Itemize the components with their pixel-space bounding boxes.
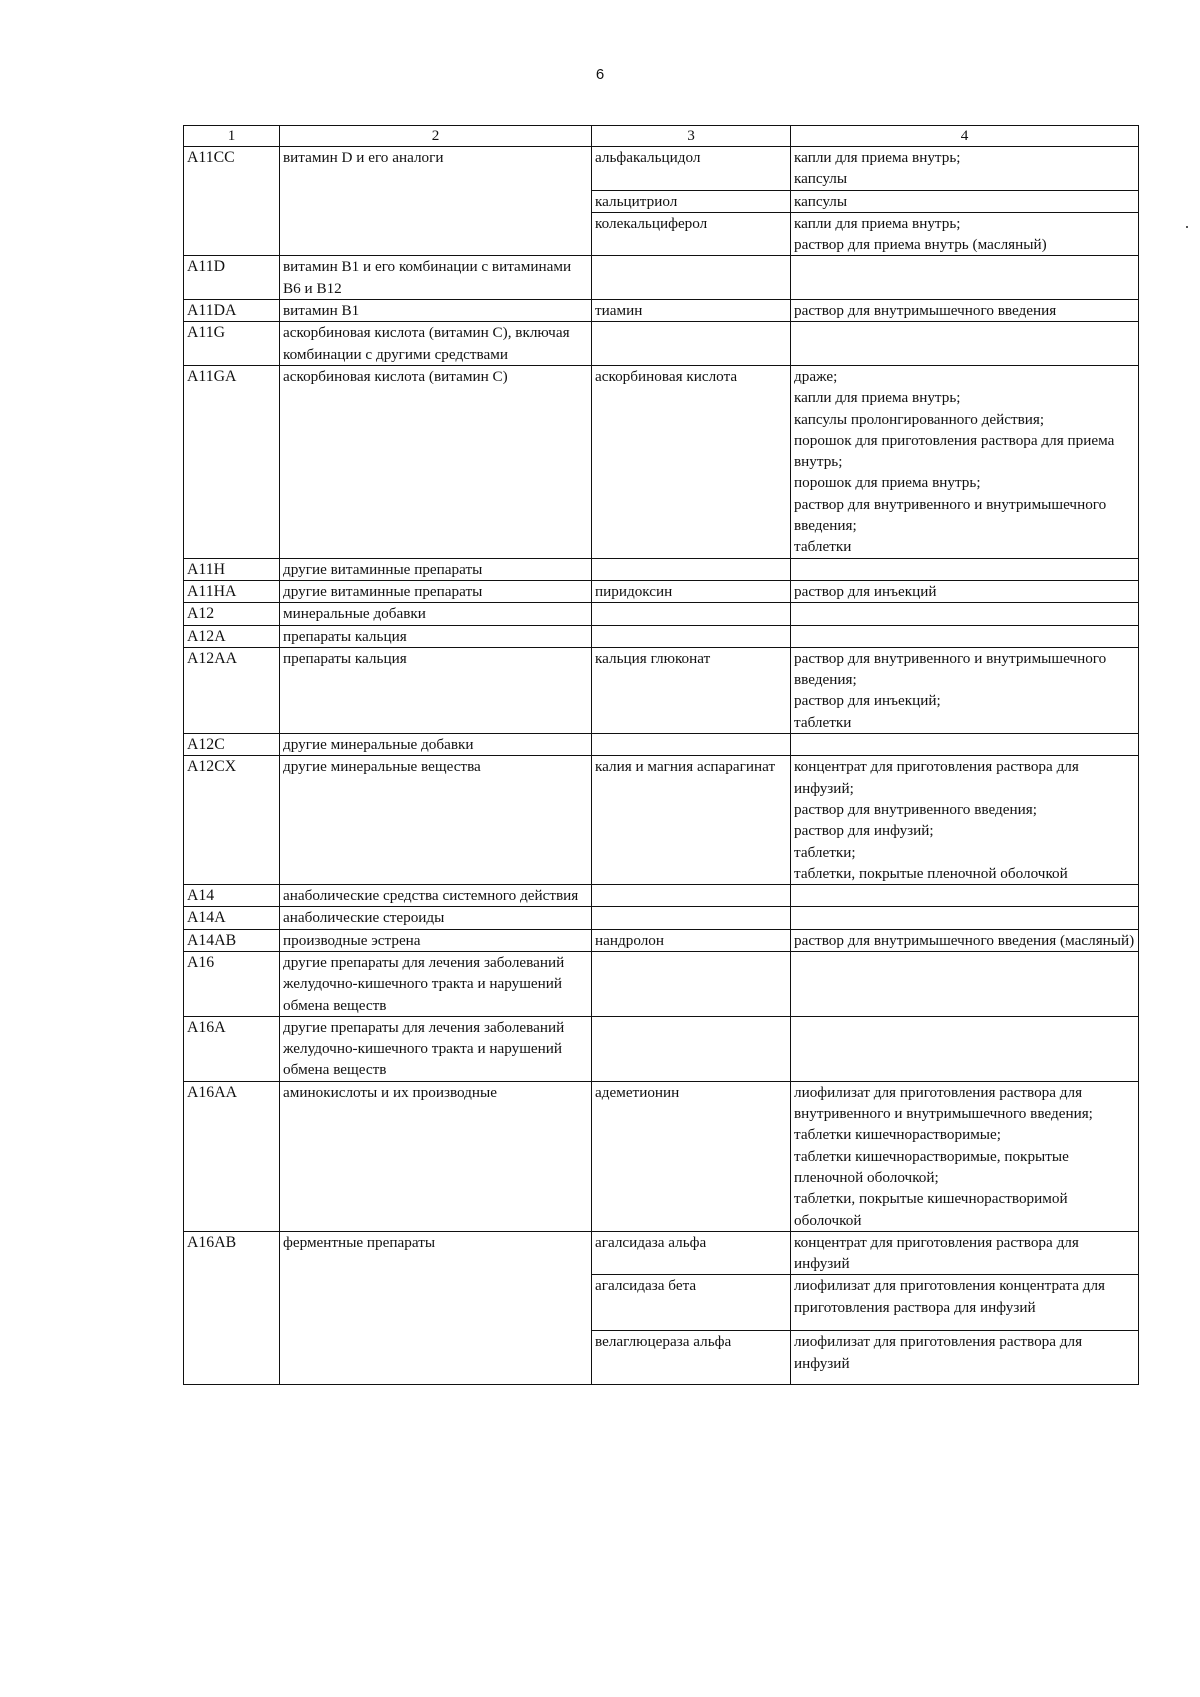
group-name-cell: другие минеральные вещества [280, 756, 592, 885]
table-row [184, 647, 1139, 733]
atc-code-cell: A12 [184, 603, 280, 625]
dosage-forms-cell [791, 1331, 1139, 1385]
group-name-cell: производные эстрена [280, 929, 592, 951]
dosage-forms-cell [791, 147, 1139, 191]
drug-name-cell: нандролон [592, 929, 791, 951]
drug-name-cell: агалсидаза альфа [592, 1231, 791, 1275]
dosage-forms-cell [791, 885, 1139, 907]
drug-name-cell: адеметионин [592, 1081, 791, 1231]
atc-code-cell: A12C [184, 734, 280, 756]
dosage-form-line: раствор для внутривенного и внутримышечного введения; [794, 649, 1107, 689]
group-name-cell: аскорбиновая кислота (витамин С) [280, 365, 592, 558]
drug-name-cell [592, 885, 791, 907]
dosage-forms-cell [791, 322, 1139, 366]
group-name-cell: препараты кальция [280, 625, 592, 647]
atc-code-cell: A16A [184, 1016, 280, 1081]
dosage-form-line: лиофилизат для приготовления раствора для инфузий [794, 1333, 1083, 1372]
drug-name-cell: калия и магния аспарагинат [592, 756, 791, 885]
drug-name-cell [592, 951, 791, 1016]
table-row [184, 256, 1139, 300]
drug-name-cell: тиамин [592, 300, 791, 322]
table-row [184, 885, 1139, 907]
dosage-form-line: раствор для инъекций; [794, 692, 941, 710]
table-row [184, 907, 1139, 929]
header-row [184, 126, 1139, 147]
column-header: 2 [280, 126, 592, 147]
table-row [184, 1231, 1139, 1275]
dosage-forms-cell [791, 300, 1139, 322]
table-row [184, 1081, 1139, 1231]
dosage-forms-cell [791, 1231, 1139, 1275]
group-name-cell: другие витаминные препараты [280, 558, 592, 580]
dosage-forms-cell [791, 929, 1139, 951]
dosage-form-line: концентрат для приготовления раствора для инфузий; [794, 758, 1079, 797]
dosage-form-line: раствор для приема внутрь (масляный) [794, 236, 1047, 254]
atc-code-cell: A14A [184, 907, 280, 929]
group-name-cell: витамин D и его аналоги [280, 147, 592, 256]
drug-name-cell: агалсидаза бета [592, 1275, 791, 1331]
dosage-form-line: раствор для внутримышечного введения [794, 302, 1057, 320]
dosage-forms-cell [791, 1016, 1139, 1081]
dosage-forms-cell [791, 647, 1139, 733]
atc-code-cell: A14 [184, 885, 280, 907]
dosage-form-line: таблетки кишечнорастворимые, покрытые пленочной оболочкой; [794, 1147, 1069, 1186]
dosage-form-line: капли для приема внутрь; [794, 214, 961, 232]
scan-speck [1186, 226, 1188, 228]
atc-code-cell: A12AA [184, 647, 280, 733]
dosage-form-line: порошок для приготовления раствора для приема внутрь; [794, 431, 1115, 471]
dosage-form-line: драже; [794, 367, 838, 385]
table-row [184, 734, 1139, 756]
group-name-cell: ферментные препараты [280, 1231, 592, 1385]
drug-name-cell: кальция глюконат [592, 647, 791, 733]
drug-name-cell: пиридоксин [592, 580, 791, 602]
atc-code-cell: A12CX [184, 756, 280, 885]
dosage-form-line: раствор для инфузий; [794, 822, 934, 840]
group-name-cell: витамин B1 [280, 300, 592, 322]
dosage-form-line: раствор для внутримышечного введения (масляный) [794, 931, 1135, 949]
group-name-cell: аминокислоты и их производные [280, 1081, 592, 1231]
drug-name-cell [592, 322, 791, 366]
dosage-forms-cell [791, 951, 1139, 1016]
group-name-cell: аскорбиновая кислота (витамин С), включая комбинации с другими средствами [280, 322, 592, 366]
drug-name-cell: кальцитриол [592, 190, 791, 212]
atc-code-cell: A12A [184, 625, 280, 647]
drug-name-cell: велаглюцераза альфа [592, 1331, 791, 1385]
drug-name-cell [592, 256, 791, 300]
dosage-forms-cell [791, 212, 1139, 256]
group-name-cell: анаболические стероиды [280, 907, 592, 929]
drug-name-cell: колекальциферол [592, 212, 791, 256]
dosage-form-line: таблетки [794, 713, 852, 731]
dosage-form-line: таблетки кишечнорастворимые; [794, 1126, 1001, 1144]
dosage-form-line: раствор для внутривенного и внутримышечного введения; [794, 495, 1107, 535]
atc-code-cell: A11GA [184, 365, 280, 558]
dosage-forms-cell [791, 256, 1139, 300]
dosage-form-line: раствор для внутривенного введения; [794, 800, 1037, 818]
atc-code-cell: A11D [184, 256, 280, 300]
table-row [184, 929, 1139, 951]
dosage-forms-cell [791, 1081, 1139, 1231]
dosage-forms-cell [791, 558, 1139, 580]
dosage-forms-cell [791, 365, 1139, 558]
dosage-form-line: капсулы пролонгированного действия; [794, 410, 1045, 428]
drug-name-cell [592, 603, 791, 625]
drug-name-cell [592, 625, 791, 647]
drug-name-cell [592, 558, 791, 580]
atc-code-cell: A14AB [184, 929, 280, 951]
table-row [184, 147, 1139, 191]
group-name-cell: другие витаминные препараты [280, 580, 592, 602]
dosage-form-line: концентрат для приготовления раствора для инфузий [794, 1233, 1079, 1273]
group-name-cell: другие минеральные добавки [280, 734, 592, 756]
drug-name-cell [592, 1016, 791, 1081]
column-header: 4 [791, 126, 1139, 147]
atc-code-cell: A16 [184, 951, 280, 1016]
dosage-form-line: таблетки, покрытые кишечнорастворимой оболочкой [794, 1190, 1068, 1229]
atc-code-cell: A16AB [184, 1231, 280, 1385]
drug-name-cell [592, 907, 791, 929]
table-row [184, 580, 1139, 602]
dosage-form-line: порошок для приема внутрь; [794, 474, 981, 492]
atc-code-cell: A11DA [184, 300, 280, 322]
dosage-form-line: капсулы [794, 170, 848, 188]
table-row [184, 365, 1139, 558]
table-row [184, 1016, 1139, 1081]
group-name-cell: препараты кальция [280, 647, 592, 733]
dosage-form-line: капсулы [794, 192, 848, 210]
drug-name-cell [592, 734, 791, 756]
dosage-form-line: таблетки, покрытые пленочной оболочкой [794, 864, 1068, 882]
dosage-forms-cell [791, 603, 1139, 625]
dosage-forms-cell [791, 625, 1139, 647]
dosage-form-line: раствор для инъекций [794, 582, 937, 600]
table-row [184, 558, 1139, 580]
table-row [184, 625, 1139, 647]
dosage-form-line: таблетки [794, 538, 852, 556]
medicines-table [183, 125, 1139, 1385]
atc-code-cell: A11HA [184, 580, 280, 602]
group-name-cell: витамин B1 и его комбинации с витаминами B6 и B12 [280, 256, 592, 300]
drug-name-cell: аскорбиновая кислота [592, 365, 791, 558]
page-number: 6 [595, 66, 605, 83]
table-row [184, 951, 1139, 1016]
column-header: 1 [184, 126, 280, 147]
group-name-cell: другие препараты для лечения заболеваний желудочно-кишечного тракта и нарушений обмена веществ [280, 1016, 592, 1081]
table-row [184, 322, 1139, 366]
dosage-forms-cell [791, 734, 1139, 756]
dosage-forms-cell [791, 756, 1139, 885]
atc-code-cell: A11H [184, 558, 280, 580]
drug-name-cell: альфакальцидол [592, 147, 791, 191]
column-header: 3 [592, 126, 791, 147]
dosage-form-line: таблетки; [794, 843, 856, 861]
group-name-cell: другие препараты для лечения заболеваний желудочно-кишечного тракта и нарушений обмена веществ [280, 951, 592, 1016]
table-row [184, 603, 1139, 625]
dosage-forms-cell [791, 907, 1139, 929]
group-name-cell: анаболические средства системного действия [280, 885, 592, 907]
table-row [184, 300, 1139, 322]
dosage-form-line: лиофилизат для приготовления концентрата для приготовления раствора для инфузий [794, 1277, 1106, 1316]
group-name-cell: минеральные добавки [280, 603, 592, 625]
dosage-forms-cell [791, 1275, 1139, 1331]
dosage-form-line: лиофилизат для приготовления раствора для внутривенного и внутримышечного введения; [794, 1083, 1093, 1123]
dosage-forms-cell [791, 190, 1139, 212]
atc-code-cell: A11CC [184, 147, 280, 256]
atc-code-cell: A16AA [184, 1081, 280, 1231]
dosage-form-line: капли для приема внутрь; [794, 389, 961, 407]
dosage-forms-cell [791, 580, 1139, 602]
atc-code-cell: A11G [184, 322, 280, 366]
table-row [184, 756, 1139, 885]
dosage-form-line: капли для приема внутрь; [794, 149, 961, 166]
